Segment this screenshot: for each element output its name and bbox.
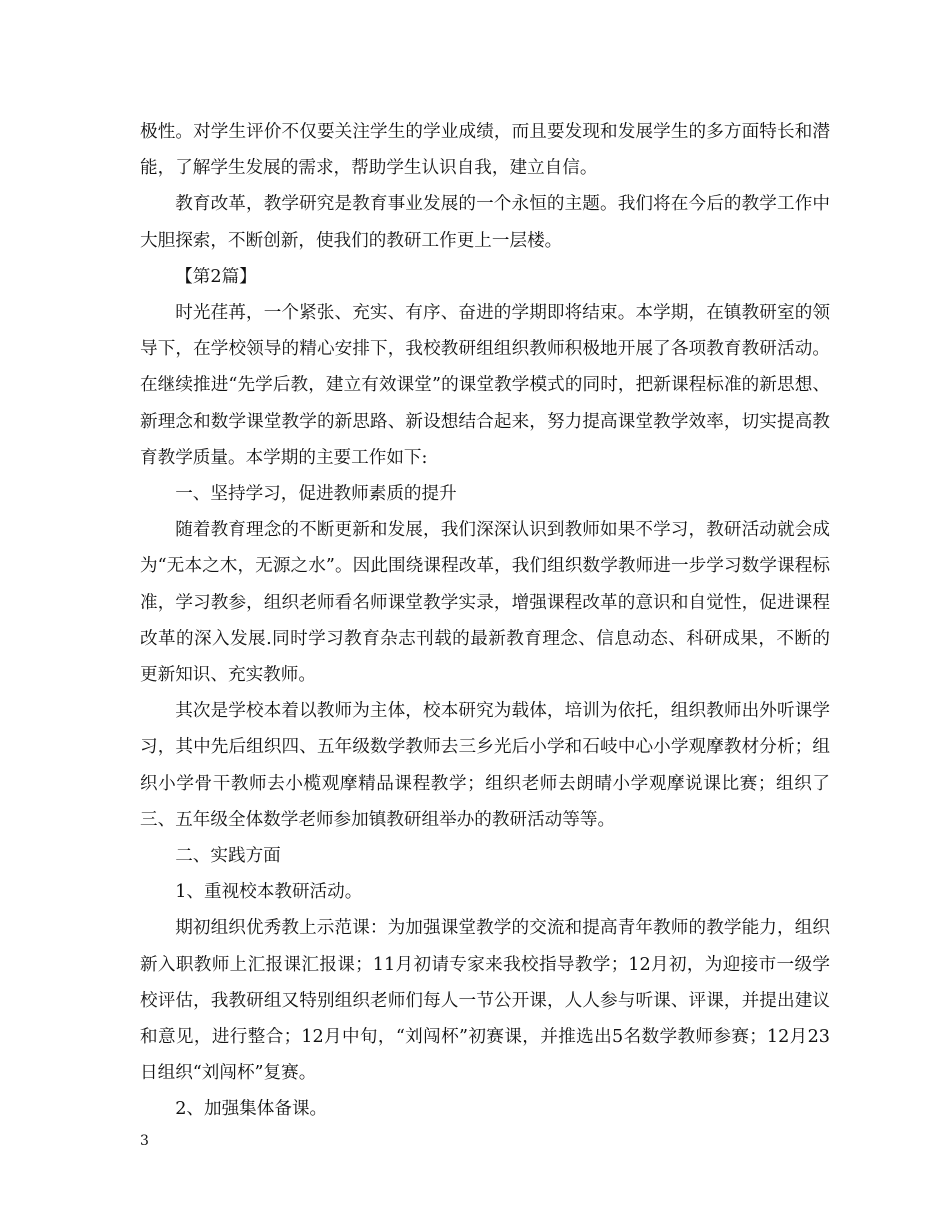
- subheading-lesson-prep: 2、加强集体备课。: [175, 1099, 328, 1120]
- paragraph-intro: 时光荏苒，一个紧张、充实、有序、奋进的学期即将结束。本学期，在镇教研室的领导下，在学校领导的精心安排下，我校教研组组织教师积极地开展了各项教育教研活动。在继续推进“先学后教，建立有效课堂”的课堂教学模式的同时，把新课程标准的新思想、新理念和数学课堂教学的新思路、新设想结合起来，努力提高课堂教学效率，切实提高教育教学质量。本学期的主要工作如下:: [140, 303, 830, 468]
- paragraph-training: 其次是学校本着以教师为主体，校本研究为载体，培训为依托，组织教师出外听课学习，其中先后组织四、五年级数学教师去三乡光后小学和石岐中心小学观摩教材分析；组织小学骨干教师去小榄观摩精品课程教学；组织老师去朗晴小学观摩说课比赛；组织了三、五年级全体数学老师参加镇教研组举办的教研活动等等。: [140, 701, 830, 830]
- heading-learning: 一、坚持学习，促进教师素质的提升: [175, 484, 457, 505]
- subheading-school-research: 1、重视校本教研活动。: [175, 882, 363, 903]
- paragraph-continuation: 极性。对学生评价不仅要关注学生的学业成绩，而且要发现和发展学生的多方面特长和潜能，了解学生发展的需求，帮助学生认识自我，建立自信。: [140, 122, 830, 179]
- document-body: [140, 114, 830, 1128]
- heading-practice: 二、实践方面: [175, 846, 281, 867]
- section-heading-part-2: 【第2篇】: [175, 266, 257, 287]
- page-number: 3: [140, 1133, 149, 1149]
- paragraph-learning: 随着教育理念的不断更新和发展，我们深深认识到教师如果不学习，教研活动就会成为“无本之木，无源之水”。因此围绕课程改革，我们组织数学教师进一步学习数学课程标准，学习教参，组织老师看名师课堂教学实录，增强课程改革的意识和自觉性，促进课程改革的深入发展.同时学习教育杂志刊载的最新教育理念、信息动态、科研成果，不断的更新知识、充实教师。: [140, 520, 830, 686]
- paragraph-demo-lessons: 期初组织优秀教上示范课：为加强课堂教学的交流和提高青年教师的教学能力，组织新入职教师上汇报课汇报课；11月初请专家来我校指导教学；12月初，为迎接市一级学校评估，我教研组又特别组织老师们每人一节公开课，人人参与听课、评课，并提出建议和意见，进行整合；12月中旬，“刘闯杯”初赛课，并推选出5名数学教师参赛；12月23日组织“刘闯杯”复赛。: [140, 918, 830, 1084]
- paragraph-reform: 教育改革，教学研究是教育事业发展的一个永恒的主题。我们将在今后的教学工作中大胆探索，不断创新，使我们的教研工作更上一层楼。: [140, 194, 830, 251]
